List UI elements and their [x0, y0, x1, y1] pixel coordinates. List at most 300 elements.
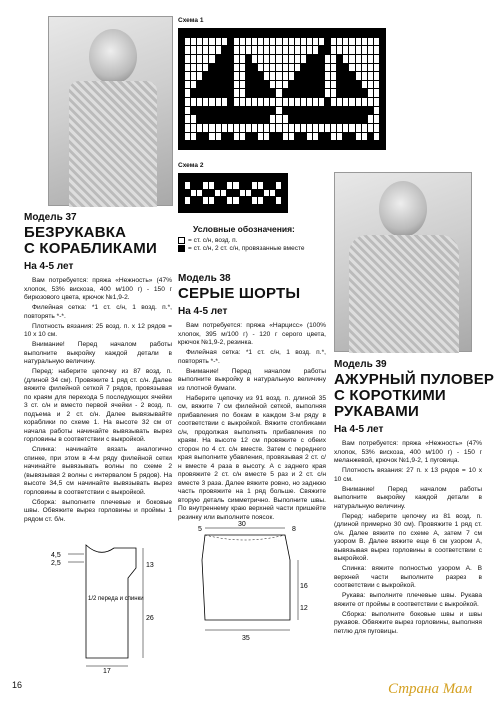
empty-cell: [276, 72, 281, 80]
dim-5: 5: [198, 526, 202, 533]
empty-cell: [252, 46, 257, 54]
empty-cell: [185, 182, 190, 189]
empty-cell: [270, 55, 275, 63]
filled-cell: [337, 64, 342, 72]
empty-cell: [356, 124, 361, 132]
filled-cell: [216, 29, 221, 37]
model38-text: Вам потребуется: пряжа «Нарцисс» (100% хлопок, 395 м/100 г) - 120 г серого цвета, крючок №1,9-2, резинка. Филейная сетка: *1 ст. с/н, 1 возд. п.*, повторять *-*. Внимание! Перед началом работы выполните выкройку в натуральную величину из плотной бумаги. Наберите цепочку из 91 возд. п. длиной 35 см, вяжите 7 см филейной сеткой, выполняя прибавления по бокам в каждом 3-м ряду в соответствии с выкройкой. Вяжите столбиками с/н, продолжая выполнять прибавления по краям. На высоте 12 см провяжите с обеих сторон по 4 ст. с/н вместе. Затем с переднего края выполните убавления, провязывая 2 ст. с/н вместе 4 раза в высоту. А с заднего края провяжите 2 ст. с/н вместе 5 раз и 2 ст. с/н вместе 3 раза. Далее вяжите ровно, но заднюю часть провяжите на 1 ряд больше. Свяжите вторую деталь симметрично. Выполните швы. По внутреннему краю верхней части пришейте резинку или выполните поясок.: [178, 322, 326, 521]
empty-cell: [221, 190, 226, 197]
empty-cell: [368, 38, 373, 46]
filled-cell: [301, 29, 306, 37]
model38-label: Модель 38: [178, 273, 231, 284]
empty-cell: [185, 124, 190, 132]
filled-cell: [228, 38, 233, 46]
empty-cell: [331, 46, 336, 54]
filled-cell: [222, 107, 227, 115]
empty-cell: [362, 81, 367, 89]
empty-cell: [234, 38, 239, 46]
empty-cell: [185, 72, 190, 80]
model37-age: На 4-5 лет: [24, 261, 74, 272]
filled-cell: [325, 98, 330, 106]
filled-cell: [337, 55, 342, 63]
filled-cell: [240, 115, 245, 123]
empty-cell: [185, 81, 190, 89]
filled-cell: [185, 29, 190, 37]
filled-cell: [356, 89, 361, 97]
filled-cell: [203, 174, 208, 181]
empty-cell: [209, 133, 214, 141]
empty-cell: [337, 46, 342, 54]
filled-cell: [203, 205, 208, 212]
filled-cell: [380, 46, 385, 54]
filled-cell: [209, 107, 214, 115]
empty-cell: [337, 133, 342, 141]
empty-cell: [283, 98, 288, 106]
empty-cell: [374, 55, 379, 63]
empty-cell: [209, 46, 214, 54]
filled-cell: [356, 115, 361, 123]
filled-cell: [295, 107, 300, 115]
empty-cell: [276, 124, 281, 132]
filled-cell: [179, 205, 184, 212]
filled-cell: [252, 141, 257, 149]
filled-cell: [337, 115, 342, 123]
filled-cell: [356, 29, 361, 37]
empty-cell: [227, 182, 232, 189]
filled-cell: [301, 115, 306, 123]
empty-cell: [349, 98, 354, 106]
empty-cell: [356, 133, 361, 141]
filled-cell: [264, 205, 269, 212]
empty-cell: [246, 98, 251, 106]
filled-cell: [216, 81, 221, 89]
filled-cell: [337, 81, 342, 89]
empty-cell: [276, 38, 281, 46]
filled-cell: [228, 133, 233, 141]
filled-cell: [222, 29, 227, 37]
filled-cell: [179, 115, 184, 123]
filled-cell: [276, 205, 281, 212]
filled-cell: [222, 46, 227, 54]
filled-cell: [240, 197, 245, 204]
scheme2-label: Схема 2: [178, 162, 204, 169]
filled-cell: [240, 174, 245, 181]
dim-4-5: 4,5: [51, 552, 61, 559]
filled-cell: [216, 107, 221, 115]
filled-cell: [246, 107, 251, 115]
filled-cell: [289, 81, 294, 89]
empty-cell: [374, 46, 379, 54]
filled-cell: [301, 72, 306, 80]
filled-cell: [234, 107, 239, 115]
empty-cell: [264, 46, 269, 54]
empty-cell: [240, 38, 245, 46]
model39-photo: [334, 172, 472, 352]
empty-cell: [325, 55, 330, 63]
empty-cell: [374, 124, 379, 132]
empty-cell: [374, 72, 379, 80]
filled-cell: [222, 141, 227, 149]
empty-cell: [264, 55, 269, 63]
empty-cell: [270, 124, 275, 132]
filled-cell: [325, 115, 330, 123]
filled-cell: [221, 182, 226, 189]
empty-cell: [270, 38, 275, 46]
empty-cell: [264, 133, 269, 141]
empty-cell: [234, 55, 239, 63]
filled-cell: [252, 29, 257, 37]
filled-cell: [349, 81, 354, 89]
empty-cell: [289, 72, 294, 80]
empty-cell: [362, 133, 367, 141]
filled-cell: [325, 29, 330, 37]
filled-cell: [264, 182, 269, 189]
filled-cell: [307, 64, 312, 72]
empty-cell: [283, 55, 288, 63]
filled-cell: [179, 182, 184, 189]
filled-cell: [246, 81, 251, 89]
empty-cell: [331, 72, 336, 80]
filled-cell: [343, 89, 348, 97]
filled-cell: [331, 141, 336, 149]
empty-cell: [325, 64, 330, 72]
filled-cell: [197, 81, 202, 89]
filled-cell: [179, 38, 184, 46]
model38-age: На 4-5 лет: [178, 306, 228, 317]
filled-cell: [222, 55, 227, 63]
empty-cell: [240, 190, 245, 197]
filled-cell: [228, 107, 233, 115]
filled-cell: [319, 89, 324, 97]
filled-cell: [349, 72, 354, 80]
empty-cell: [264, 64, 269, 72]
empty-cell-icon: [178, 237, 185, 244]
filled-cell: [228, 141, 233, 149]
filled-cell: [228, 115, 233, 123]
empty-cell: [374, 133, 379, 141]
filled-cell: [252, 89, 257, 97]
empty-cell: [276, 182, 281, 189]
filled-cell: [301, 141, 306, 149]
empty-cell: [276, 89, 281, 97]
empty-cell: [289, 46, 294, 54]
filled-cell: [295, 89, 300, 97]
filled-cell: [197, 182, 202, 189]
filled-cell: [252, 64, 257, 72]
filled-cell: [179, 133, 184, 141]
filled-cell: [295, 81, 300, 89]
empty-cell: [368, 64, 373, 72]
filled-cell: [197, 205, 202, 212]
filled-cell: [319, 72, 324, 80]
filled-cell: [356, 141, 361, 149]
empty-cell: [295, 124, 300, 132]
filled-cell: [197, 107, 202, 115]
filled-cell: [313, 64, 318, 72]
empty-cell: [295, 38, 300, 46]
filled-cell: [313, 72, 318, 80]
empty-cell: [313, 38, 318, 46]
empty-cell: [215, 190, 220, 197]
filled-cell: [246, 141, 251, 149]
filled-cell: [209, 72, 214, 80]
empty-cell: [258, 64, 263, 72]
filled-cell: [221, 205, 226, 212]
filled-cell: [380, 55, 385, 63]
filled-cell: [295, 141, 300, 149]
filled-cell: [252, 107, 257, 115]
filled-cell: [216, 89, 221, 97]
empty-cell: [356, 64, 361, 72]
filled-cell: [380, 141, 385, 149]
filled-cell: [289, 141, 294, 149]
filled-cell: [191, 197, 196, 204]
empty-cell: [331, 38, 336, 46]
filled-cell: [179, 141, 184, 149]
filled-cell: [276, 29, 281, 37]
empty-cell: [197, 72, 202, 80]
empty-cell: [362, 72, 367, 80]
empty-cell: [191, 55, 196, 63]
filled-cell: [307, 55, 312, 63]
filled-cell: [246, 55, 251, 63]
empty-cell: [234, 98, 239, 106]
empty-cell: [283, 46, 288, 54]
filled-cell: [283, 89, 288, 97]
filled-cell: [216, 115, 221, 123]
filled-cell: [349, 89, 354, 97]
empty-cell: [368, 115, 373, 123]
empty-cell: [374, 81, 379, 89]
empty-cell: [356, 38, 361, 46]
filled-cell: [179, 72, 184, 80]
empty-cell: [203, 98, 208, 106]
empty-cell: [185, 107, 190, 115]
legend-title: Условные обозначения:: [193, 224, 295, 234]
filled-cell: [197, 174, 202, 181]
filled-cell: [185, 174, 190, 181]
filled-cell: [191, 107, 196, 115]
filled-cell: [264, 115, 269, 123]
page-number: 16: [12, 680, 23, 690]
filled-cell: [246, 197, 251, 204]
legend-item-empty: = ст. с/н, возд. п.: [178, 237, 328, 245]
empty-cell: [252, 55, 257, 63]
filled-cell: [246, 89, 251, 97]
filled-cell: [246, 64, 251, 72]
empty-cell: [343, 46, 348, 54]
filled-cell: [228, 81, 233, 89]
model38-title: СЕРЫЕ ШОРТЫ: [178, 285, 301, 302]
empty-cell: [234, 64, 239, 72]
empty-cell: [197, 38, 202, 46]
empty-cell: [264, 124, 269, 132]
filled-cell: [368, 29, 373, 37]
filled-cell: [222, 81, 227, 89]
empty-cell: [368, 72, 373, 80]
filled-cell: [209, 141, 214, 149]
filled-cell: [313, 115, 318, 123]
empty-cell: [216, 124, 221, 132]
empty-cell: [362, 98, 367, 106]
filled-cell: [203, 133, 208, 141]
filled-cell: [343, 81, 348, 89]
empty-cell: [349, 55, 354, 63]
filled-cell: [179, 190, 184, 197]
empty-cell: [252, 38, 257, 46]
filled-cell: [191, 29, 196, 37]
empty-cell: [258, 133, 263, 141]
filled-cell: [246, 133, 251, 141]
filled-cell: [252, 133, 257, 141]
empty-cell: [270, 98, 275, 106]
empty-cell: [234, 89, 239, 97]
filled-cell: [215, 182, 220, 189]
empty-cell: [197, 98, 202, 106]
empty-cell: [185, 55, 190, 63]
empty-cell: [301, 46, 306, 54]
empty-cell: [313, 98, 318, 106]
empty-cell: [343, 98, 348, 106]
filled-cell: [270, 141, 275, 149]
filled-cell: [270, 29, 275, 37]
filled-cell: [295, 29, 300, 37]
empty-cell: [301, 55, 306, 63]
empty-cell: [276, 98, 281, 106]
empty-cell: [319, 98, 324, 106]
filled-cell: [209, 64, 214, 72]
filled-cell: [228, 89, 233, 97]
filled-cell: [222, 64, 227, 72]
filled-cell: [282, 197, 287, 204]
filled-cell: [343, 133, 348, 141]
filled-cell: [295, 115, 300, 123]
filled-cell: [343, 64, 348, 72]
empty-cell: [234, 81, 239, 89]
filled-cell: [233, 205, 238, 212]
empty-cell: [270, 190, 275, 197]
empty-cell: [368, 124, 373, 132]
empty-cell: [307, 46, 312, 54]
filled-cell: [233, 190, 238, 197]
empty-cell: [234, 133, 239, 141]
filled-cell: [380, 64, 385, 72]
empty-cell: [234, 124, 239, 132]
empty-cell: [191, 64, 196, 72]
empty-cell: [197, 190, 202, 197]
filled-cell: [319, 64, 324, 72]
empty-cell: [203, 182, 208, 189]
empty-cell: [283, 72, 288, 80]
empty-cell: [209, 197, 214, 204]
filled-cell: [313, 81, 318, 89]
filled-cell: [380, 107, 385, 115]
empty-cell: [240, 72, 245, 80]
empty-cell: [191, 133, 196, 141]
empty-cell: [209, 182, 214, 189]
filled-cell: [368, 141, 373, 149]
filled-cell: [307, 141, 312, 149]
empty-cell: [295, 98, 300, 106]
empty-cell: [222, 38, 227, 46]
filled-cell: [301, 133, 306, 141]
filled-cell: [216, 64, 221, 72]
filled-cell: [289, 29, 294, 37]
empty-cell: [185, 89, 190, 97]
filled-cell: [240, 182, 245, 189]
filled-cell: [227, 174, 232, 181]
empty-cell: [283, 133, 288, 141]
scheme2-grid: [178, 173, 288, 213]
empty-cell: [289, 133, 294, 141]
empty-cell: [289, 38, 294, 46]
filled-cell: [246, 205, 251, 212]
filled-cell: [337, 107, 342, 115]
filled-cell: [380, 72, 385, 80]
filled-cell: [179, 107, 184, 115]
empty-cell: [203, 46, 208, 54]
filled-cell: [343, 141, 348, 149]
model39-text: Вам потребуется: пряжа «Нежность» (47% хлопок, 53% вискоза, 400 м/100 г) - 150 г меланжевой, крючок №1,9-2, 1 пуговица. Плотность вязания: 27 п. х 13 рядов = 10 х 10 см. Внимание! Перед началом работы выполните выкройку каждой детали в натуральную величину. Перед: наберите цепочку из 81 возд. п. (длиной примерно 30 см). Провяжите 1 ряд ст. с/н. Далее вяжите по схеме А, затем 7 см узором В. Далее вяжите еще 6 см узором А, вывязывая вырез горловины в соответствии с выкройкой. Спинка: вяжите полностью узором А. В верхней части выполните разрез в соответствии с выкройкой. Рукава: выполните плечевые швы. Рукава вяжите от проймы в соответствии с выкройкой. Сборка: выполните боковые швы и швы рукавов. Обвяжите вырез горловины, выполняя петлю для пуговицы.: [334, 440, 482, 635]
filled-cell: [228, 98, 233, 106]
piece-label: 1/2 переда и спинки: [88, 596, 144, 602]
filled-cell: [179, 55, 184, 63]
filled-cell: [356, 107, 361, 115]
filled-cell: [203, 89, 208, 97]
empty-cell: [264, 38, 269, 46]
filled-cell: [356, 81, 361, 89]
empty-cell: [374, 107, 379, 115]
watermark: Страна Мам: [388, 681, 473, 697]
filled-cell: [374, 29, 379, 37]
filled-cell: [374, 141, 379, 149]
scheme1-label: Схема 1: [178, 17, 204, 24]
filled-cell: [203, 190, 208, 197]
empty-cell: [374, 98, 379, 106]
filled-cell: [331, 29, 336, 37]
empty-cell: [197, 124, 202, 132]
dim-16: 16: [300, 583, 308, 590]
filled-cell: [307, 72, 312, 80]
scheme1-grid: [178, 28, 386, 150]
filled-cell: [246, 182, 251, 189]
empty-cell: [209, 55, 214, 63]
empty-cell: [313, 46, 318, 54]
empty-cell: [203, 197, 208, 204]
empty-cell: [283, 115, 288, 123]
model39-label: Модель 39: [334, 359, 387, 370]
filled-cell: [313, 141, 318, 149]
filled-cell: [349, 115, 354, 123]
model38-pattern-diagram: [190, 520, 320, 645]
dim-30: 30: [238, 521, 246, 528]
filled-cell: [222, 115, 227, 123]
filled-cell: [221, 174, 226, 181]
empty-cell: [331, 133, 336, 141]
empty-cell: [276, 115, 281, 123]
empty-cell: [368, 98, 373, 106]
filled-cell: [179, 98, 184, 106]
filled-cell: [313, 55, 318, 63]
filled-cell: [264, 197, 269, 204]
empty-cell: [197, 55, 202, 63]
filled-cell: [203, 141, 208, 149]
empty-cell: [258, 46, 263, 54]
filled-cell: [380, 133, 385, 141]
legend-item-filled: = ст. с/н, 2 ст. с/н, провязанные вместе: [178, 245, 328, 253]
filled-cell: [240, 107, 245, 115]
empty-cell: [203, 55, 208, 63]
